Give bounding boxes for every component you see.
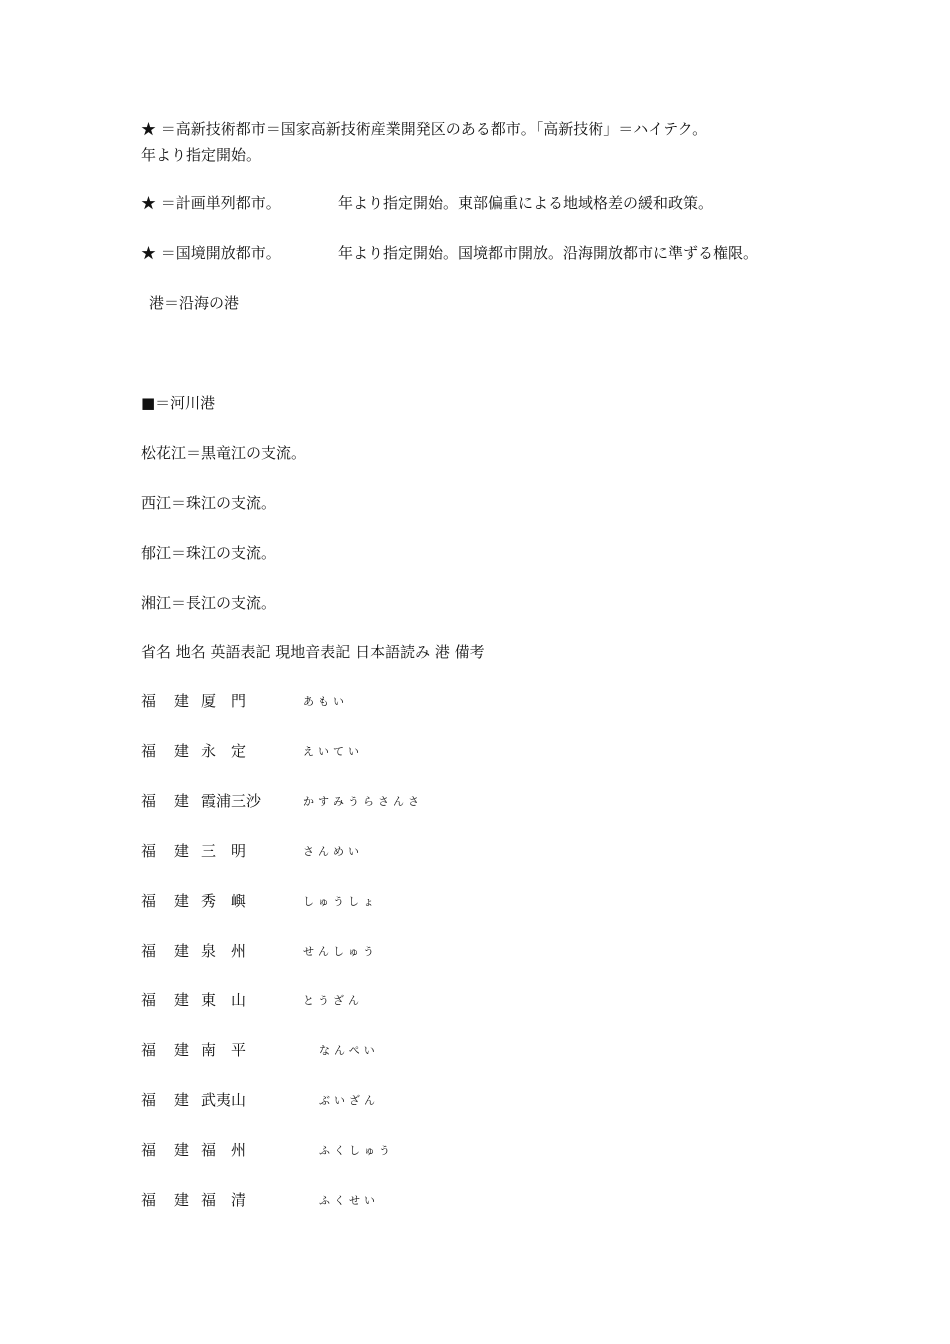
row-province: 福建 bbox=[141, 942, 208, 960]
row-province: 福建 bbox=[141, 1041, 208, 1059]
row-place-name: 武夷山 bbox=[201, 1091, 247, 1109]
row-place-name: 南 平 bbox=[201, 1041, 247, 1059]
note-river-3: 郁江＝珠江の支流。 bbox=[141, 544, 277, 562]
note-hitech-line1: ★ ＝高新技術都市＝国家高新技術産業開発区のある都市。「高新技術」＝ハイテク。 bbox=[141, 120, 708, 138]
row-reading: ふくしゅう bbox=[319, 1144, 394, 1157]
note-plan-label: ★ ＝計画単列都市。 bbox=[141, 194, 281, 212]
row-reading: かすみうらさんさ bbox=[303, 795, 423, 808]
row-place-name: 東 山 bbox=[201, 991, 247, 1009]
row-province: 福建 bbox=[141, 842, 208, 860]
row-province: 福建 bbox=[141, 991, 208, 1009]
row-reading: ふくせい bbox=[319, 1194, 379, 1207]
row-reading: なんぺい bbox=[319, 1044, 379, 1057]
row-place-name: 秀 嶼 bbox=[201, 892, 247, 910]
row-province: 福建 bbox=[141, 1091, 208, 1109]
note-river-4: 湘江＝長江の支流。 bbox=[141, 594, 277, 612]
row-reading: とうざん bbox=[303, 994, 363, 1007]
note-border-text: 年より指定開始。国境都市開放。沿海開放都市に準ずる権限。 bbox=[338, 244, 759, 262]
note-river-2: 西江＝珠江の支流。 bbox=[141, 494, 277, 512]
note-border-label: ★ ＝国境開放都市。 bbox=[141, 244, 281, 262]
table-header: 省名 地名 英語表記 現地音表記 日本語読み 港 備考 bbox=[141, 643, 485, 661]
note-hitech-line2: 年より指定開始。 bbox=[141, 146, 262, 164]
note-plan-text: 年より指定開始。東部偏重による地域格差の緩和政策。 bbox=[338, 194, 714, 212]
row-province: 福建 bbox=[141, 892, 208, 910]
note-river-1: 松花江＝黒竜江の支流。 bbox=[141, 444, 307, 462]
row-place-name: 福 清 bbox=[201, 1191, 247, 1209]
row-place-name: 泉 州 bbox=[201, 942, 247, 960]
row-province: 福建 bbox=[141, 792, 208, 810]
row-place-name: 福 州 bbox=[201, 1141, 247, 1159]
row-reading: さんめい bbox=[303, 845, 363, 858]
row-place-name: 三 明 bbox=[201, 842, 247, 860]
row-reading: あもい bbox=[303, 695, 348, 708]
row-province: 福建 bbox=[141, 742, 208, 760]
row-province: 福建 bbox=[141, 692, 208, 710]
row-reading: しゅうしょ bbox=[303, 895, 378, 908]
note-sea-port: 港＝沿海の港 bbox=[149, 294, 240, 312]
row-place-name: 永 定 bbox=[201, 742, 247, 760]
row-reading: せんしゅう bbox=[303, 945, 378, 958]
row-place-name: 霞浦三沙 bbox=[201, 792, 262, 810]
row-place-name: 厦 門 bbox=[201, 692, 247, 710]
note-river-port: ■＝河川港 bbox=[141, 394, 216, 412]
row-province: 福建 bbox=[141, 1141, 208, 1159]
row-province: 福建 bbox=[141, 1191, 208, 1209]
row-reading: えいてい bbox=[303, 745, 363, 758]
row-reading: ぶいざん bbox=[319, 1094, 379, 1107]
